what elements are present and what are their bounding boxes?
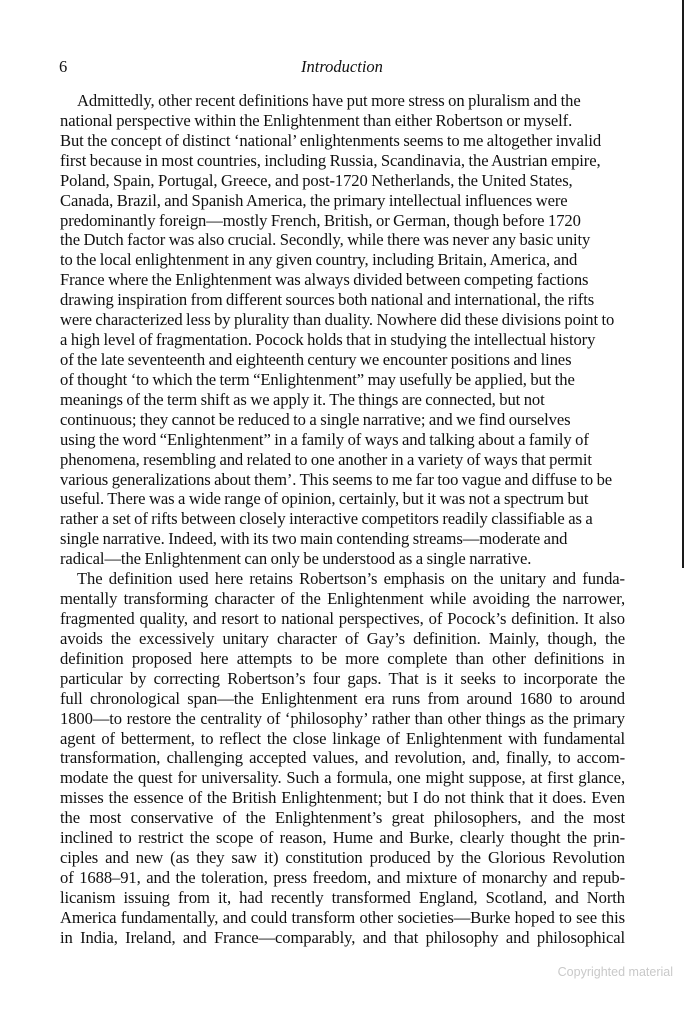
text-line: avoids the excessively unitary character of Gay’s definition. Mainly, though, the bbox=[60, 628, 625, 648]
text-line: meanings of the term shift as we apply it. The things are connected, but not bbox=[60, 389, 545, 409]
text-line: modate the quest for universality. Such a formula, one might suppose, at first glance, bbox=[60, 768, 625, 788]
paragraph bbox=[60, 569, 625, 948]
text-line: were characterized less by plurality than duality. Nowhere did these divisions point to bbox=[60, 310, 615, 330]
text-line: full chronological span—the Enlightenment era runs from around 1680 to around bbox=[60, 688, 625, 708]
text-line: misses the essence of the British Enlightenment; but I do not think that it does. Even bbox=[60, 788, 625, 808]
text-line: rather a set of rifts between closely interactive competitors readily classifiable as a bbox=[60, 509, 593, 529]
text-line: of 1688–91, and the toleration, press freedom, and mixture of monarchy and repub- bbox=[60, 867, 625, 887]
text-line: to the local enlightenment in any given country, including Britain, America, and bbox=[60, 250, 578, 270]
text-line: France where the Enlightenment was always divided between competing factions bbox=[60, 270, 589, 290]
running-head: Introduction bbox=[301, 57, 383, 76]
text-line: licanism issuing from it, had recently transformed England, Scotland, and North bbox=[60, 887, 625, 907]
text-line: 1800—to restore the centrality of ‘philosophy’ rather than other things as the primary bbox=[60, 708, 625, 728]
text-line: useful. There was a wide range of opinion, certainly, but it was not a spectrum but bbox=[60, 489, 589, 509]
text-line: the Dutch factor was also crucial. Secondly, while there was never any basic unity bbox=[60, 230, 591, 250]
text-line: of the late seventeenth and eighteenth century we encounter positions and lines bbox=[60, 349, 572, 369]
text-line: single narrative. Indeed, with its two main contending streams—moderate and bbox=[60, 529, 568, 549]
text-line: The definition used here retains Robertson’s emphasis on the unitary and funda- bbox=[77, 569, 625, 589]
text-line: phenomena, resembling and related to one another in a variety of ways that permit bbox=[60, 449, 592, 469]
text-line: But the concept of distinct ‘national’ enlightenments seems to me altogether invalid bbox=[60, 130, 602, 150]
text-line: inclined to restrict the scope of reason, Hume and Burke, clearly thought the prin- bbox=[60, 828, 625, 848]
text-line: a high level of fragmentation. Pocock holds that in studying the intellectual history bbox=[60, 330, 596, 350]
text-line: particular by correcting Robertson’s four gaps. That is it seeks to incorporate the bbox=[60, 668, 625, 688]
text-line: the most conservative of the Enlightenment’s great philosophers, and the most bbox=[60, 808, 625, 828]
paragraph bbox=[60, 91, 625, 569]
text-line: mentally transforming character of the Enlightenment while avoiding the narrower, bbox=[60, 589, 625, 609]
copyright-watermark: Copyrighted material bbox=[557, 965, 673, 979]
text-line: radical—the Enlightenment can only be understood as a single narrative. bbox=[60, 549, 532, 569]
text-line: first because in most countries, including Russia, Scandinavia, the Austrian empire, bbox=[60, 150, 601, 170]
text-line: Poland, Spain, Portugal, Greece, and post-1720 Netherlands, the United States, bbox=[60, 170, 573, 190]
text-line: continuous; they cannot be reduced to a single narrative; and we find ourselves bbox=[60, 409, 571, 429]
text-line: transformation, challenging accepted values, and revolution, and, finally, to accom- bbox=[60, 748, 625, 768]
text-line: drawing inspiration from different sources both national and international, the rifts bbox=[60, 290, 595, 310]
text-line: predominantly foreign—mostly French, British, or German, though before 1720 bbox=[60, 210, 581, 230]
text-line: various generalizations about them’. This seems to me far too vague and diffuse to be bbox=[60, 469, 613, 489]
text-line: agent of betterment, to reflect the close linkage of Enlightenment with fundamental bbox=[60, 728, 625, 748]
text-line: Canada, Brazil, and Spanish America, the primary intellectual influences were bbox=[60, 190, 568, 210]
page-number: 6 bbox=[59, 57, 68, 76]
text-line: national perspective within the Enlightenment than either Robertson or myself. bbox=[60, 110, 573, 130]
text-line: Admittedly, other recent definitions have put more stress on pluralism and the bbox=[77, 91, 581, 110]
text-line: ciples and new (as they saw it) constitution produced by the Glorious Revolution bbox=[60, 848, 625, 868]
text-line: America fundamentally, and could transform other societies—Burke hoped to see this bbox=[60, 907, 625, 927]
body-text bbox=[60, 91, 625, 948]
text-line: fragmented quality, and resort to national perspectives, of Pocock’s definition. It also bbox=[60, 608, 625, 628]
text-line: using the word “Enlightenment” in a family of ways and talking about a family of bbox=[60, 429, 589, 449]
text-line: in India, Ireland, and France—comparably, and that philosophy and philosophical bbox=[60, 927, 625, 947]
text-line: definition proposed here attempts to be more complete than other definitions in bbox=[60, 648, 625, 668]
text-line: of thought ‘to which the term “Enlightenment” may usefully be applied, but the bbox=[60, 369, 575, 389]
